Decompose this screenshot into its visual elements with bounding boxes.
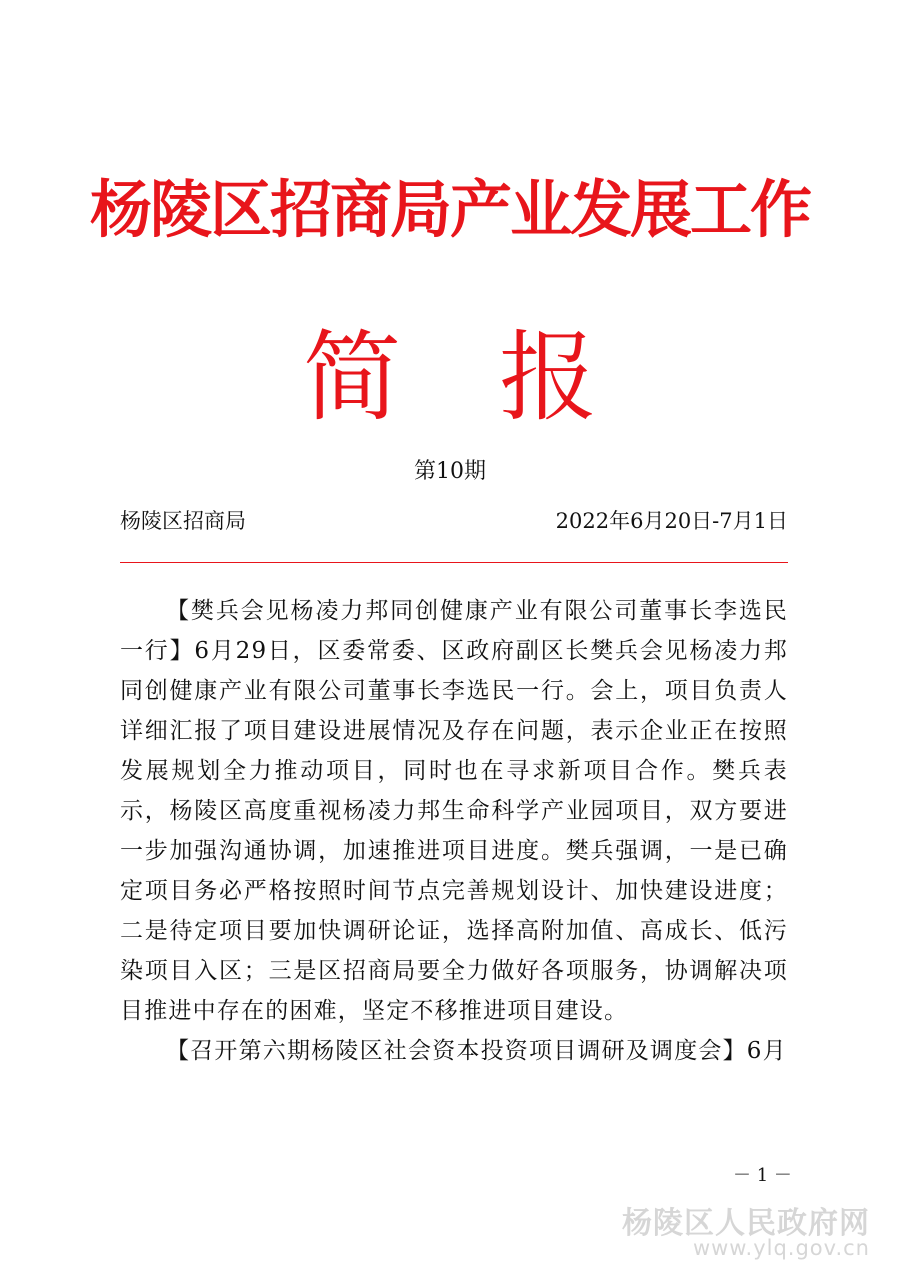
body-text xyxy=(120,591,788,1071)
issue-number: 第10期 xyxy=(414,459,486,484)
page-number: － 1 － xyxy=(733,1165,792,1186)
issue-date: 2022年6月20日-7月1日 xyxy=(555,509,788,533)
watermark-name: 杨陵区人民政府网 xyxy=(622,1206,870,1241)
bulletin-subtitle: 简 报 xyxy=(302,321,597,435)
red-divider xyxy=(120,562,788,563)
bulletin-title: 杨陵区招商局产业发展工作 xyxy=(89,173,810,246)
issuer-name: 杨陵区招商局 xyxy=(120,509,246,533)
watermark-url: www.ylq.gov.cn xyxy=(692,1236,870,1260)
paragraph: 【召开第六期杨陵区社会资本投资项目调研及调度会】6月 xyxy=(166,1038,787,1064)
paragraph: 【樊兵会见杨凌力邦同创健康产业有限公司董事长李选民一行】6月29日，区委常委、区政府副区长樊兵会见杨凌力邦同创健康产业有限公司董事长李选民一行。会上，项目负责人详细汇报了项目建设进展情况及存在问题，表示企业正在按照发展规划全力推动项目，同时也在寻求新项目合作。樊兵表示，杨陵区高度重视杨凌力邦生命科学产业园项目，双方要进一步加强沟通协调，加速推进项目进度。樊兵强调，一是已确定项目务必严格按照时间节点完善规划设计、加快建设进度；二是待定项目要加快调研论证，选择高附加值、高成长、低污染项目入区；三是区招商局要全力做好各项服务，协调解决项目推进中存在的困难，坚定不移推进项目建设。 xyxy=(120,598,788,1024)
